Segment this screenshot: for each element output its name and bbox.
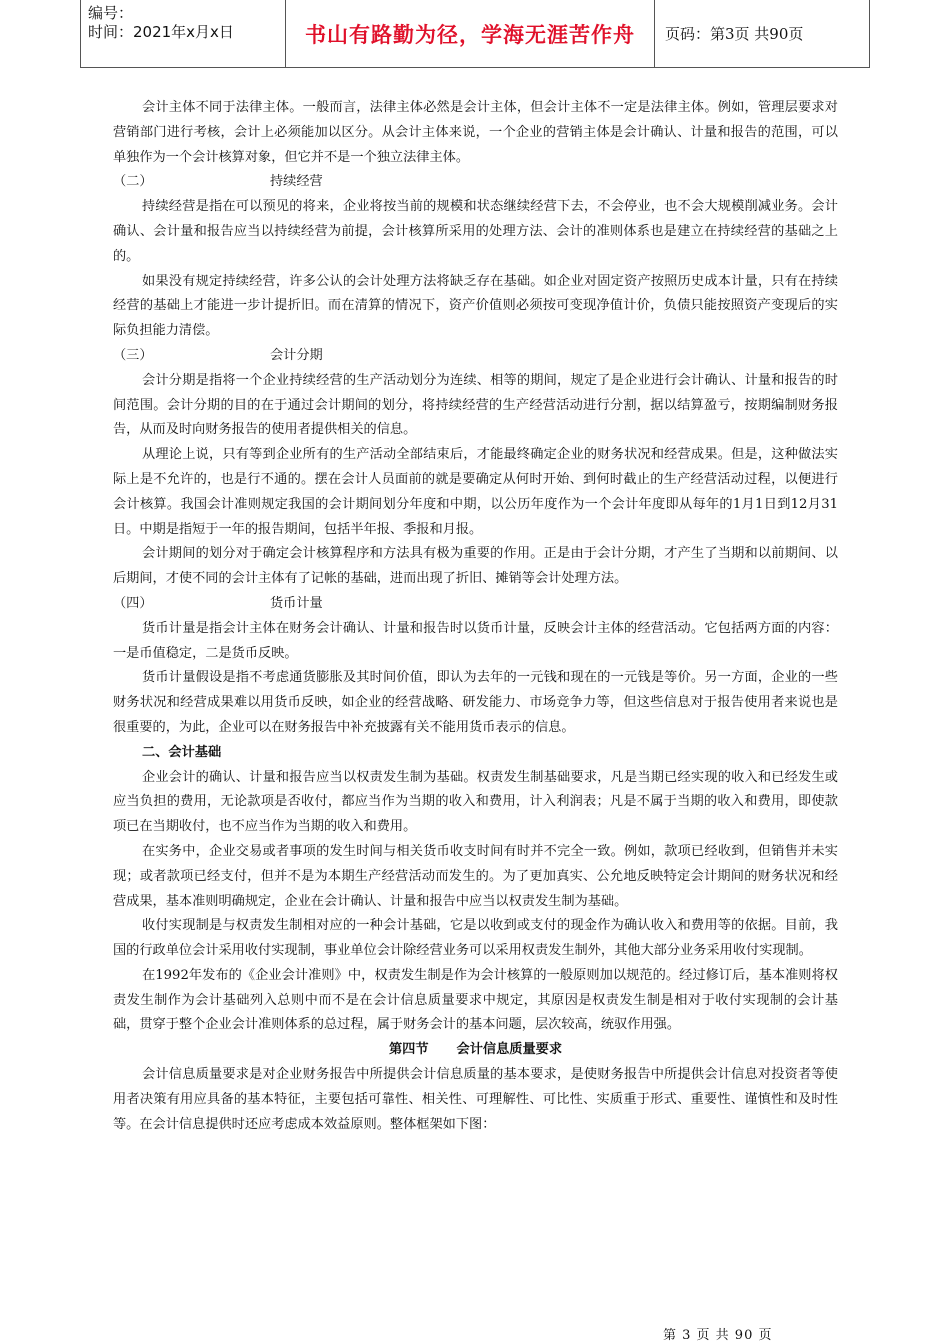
section-label: 第四节 — [388, 1042, 429, 1058]
header-motto: 书山有路勤为径，学海无涯苦作舟 — [286, 0, 655, 67]
paragraph: 从理论上说，只有等到企业所有的生产活动全部结束后，才能最终确定企业的财务状况和经营成果。但是，这种做法实际上是不允许的，也是行不通的。摆在会计人员面前的就是要确定从何时开始、到何时截止的生产经营活动过程，以便进行会计核算。我国会计准则规定我国的会计期间划分年度和中期，以公历年度作为一个会计年度即从每年的1月1日到12月31日。中期是指短于一年的报告期间，包括半年报、季报和月报。 — [113, 447, 838, 537]
paragraph: 货币计量是指会计主体在财务会计确认、计量和报告时以货币计量，反映会计主体的经营活动。它包括两方面的内容：一是币值稳定，二是货币反映。 — [113, 620, 838, 661]
page-header-table — [80, 0, 870, 68]
subsection-heading — [113, 592, 838, 617]
header-page-code: 页码：第3页 共90页 — [665, 25, 804, 43]
paragraph: 如果没有规定持续经营，许多公认的会计处理方法将缺乏存在基础。如企业对固定资产按照历史成本计量，只有在持续经营的基础上才能进一步计提折旧。而在清算的情况下，资产价值则必须按可变现净值计价，负债只能按照资产变现后的实际负担能力清偿。 — [113, 273, 838, 339]
subsection-number: （二） — [113, 174, 153, 190]
paragraph: 在1992年发布的《企业会计准则》中，权责发生制是作为会计核算的一般原则加以规范的。经过修订后，基本准则将权责发生制作为会计基础列入总则中而不是在会计信息质量要求中规定，其原因是权责发生制是相对于收付实现制的会计基础，贯穿于整个企业会计准则体系的总过程，属于财务会计的基本问题，层次较高，统驭作用强。 — [113, 967, 838, 1033]
paragraph: 货币计量假设是指不考虑通货膨胀及其时间价值，即认为去年的一元钱和现在的一元钱是等价。另一方面，企业的一些财务状况和经营成果难以用货币反映，如企业的经营战略、研发能力、市场竞争力等，但这些信息对于报告使用者来说也是很重要的，为此，企业可以在财务报告中补充披露有关不能用货币表示的信息。 — [113, 670, 838, 735]
paragraph: 会计主体不同于法律主体。一般而言，法律主体必然是会计主体，但会计主体不一定是法律主体。例如，管理层要求对营销部门进行考核，会计上必须能加以区分。从会计主体来说，一个企业的营销主体是会计确认、计量和报告的范围，可以单独作为一个会计核算对象，但它并不是一个独立法律主体。 — [113, 100, 838, 165]
subsection-title: 货币计量 — [270, 595, 323, 611]
chapter-section-heading — [113, 1038, 838, 1063]
paragraph: 在实务中，企业交易或者事项的发生时间与相关货币收支时间有时并不完全一致。例如，款项已经收到，但销售并未实现；或者款项已经支付，但并不是为本期生产经营活动而发生的。为了更加真实、公允地反映特定会计期间的财务状况和经营成果，基本准则明确规定，企业在会计确认、计量和报告中应当以权责发生制为基础。 — [113, 843, 838, 909]
document-body — [113, 96, 838, 1137]
subsection-number: （四） — [113, 595, 153, 611]
section-heading: 二、会计基础 — [142, 744, 222, 760]
subsection-heading — [113, 170, 838, 195]
header-time-label: 时间：2021年x月x日 — [88, 23, 234, 41]
header-meta-cell — [81, 0, 286, 67]
paragraph: 收付实现制是与权责发生制相对应的一种会计基础，它是以收到或支付的现金作为确认收入和费用等的依据。目前，我国的行政单位会计采用收付实现制，事业单位会计除经营业务可以采用权责发生制外，其他大部分业务采用收付实现制。 — [113, 918, 838, 959]
page-footer: 第 3 页 共 90 页 — [663, 1328, 773, 1343]
paragraph: 会计分期是指将一个企业持续经营的生产活动划分为连续、相等的期间，规定了是企业进行会计确认、计量和报告的时间范围。会计分期的目的在于通过会计期间的划分，将持续经营的生产经营活动进行分割，据以结算盈亏，按期编制财务报告，从而及时向财务报告的使用者提供相关的信息。 — [113, 372, 838, 438]
subsection-number: （三） — [113, 347, 153, 363]
paragraph: 会计信息质量要求是对企业财务报告中所提供会计信息质量的基本要求，是使财务报告中所提供会计信息对投资者等使用者决策有用应具备的基本特征，主要包括可靠性、相关性、可理解性、可比性、实质重于形式、重要性、谨慎性和及时性等。在会计信息提供时还应考虑成本效益原则。整体框架如下图： — [113, 1067, 838, 1132]
header-number-label: 编号： — [88, 4, 134, 22]
paragraph: 会计期间的划分对于确定会计核算程序和方法具有极为重要的作用。正是由于会计分期，才产生了当期和以前期间、以后期间，才使不同的会计主体有了记帐的基础，进而出现了折旧、摊销等会计处理方法。 — [113, 546, 838, 587]
subsection-heading — [113, 344, 838, 369]
paragraph: 持续经营是指在可以预见的将来，企业将按当前的规模和状态继续经营下去，不会停业，也不会大规模削减业务。会计确认、会计量和报告应当以持续经营为前提，会计核算所采用的处理方法、会计的准则体系也是建立在持续经营的基础之上的。 — [113, 199, 838, 264]
paragraph: 企业会计的确认、计量和报告应当以权责发生制为基础。权责发生制基础要求，凡是当期已经实现的收入和已经发生或应当负担的费用，无论款项是否收付，都应当作为当期的收入和费用，计入利润表；凡是不属于当期的收入和费用，即使款项已在当期收付，也不应当作为当期的收入和费用。 — [113, 769, 838, 835]
subsection-title: 持续经营 — [270, 174, 323, 190]
subsection-title: 会计分期 — [270, 347, 323, 363]
section-title: 会计信息质量要求 — [456, 1042, 563, 1058]
